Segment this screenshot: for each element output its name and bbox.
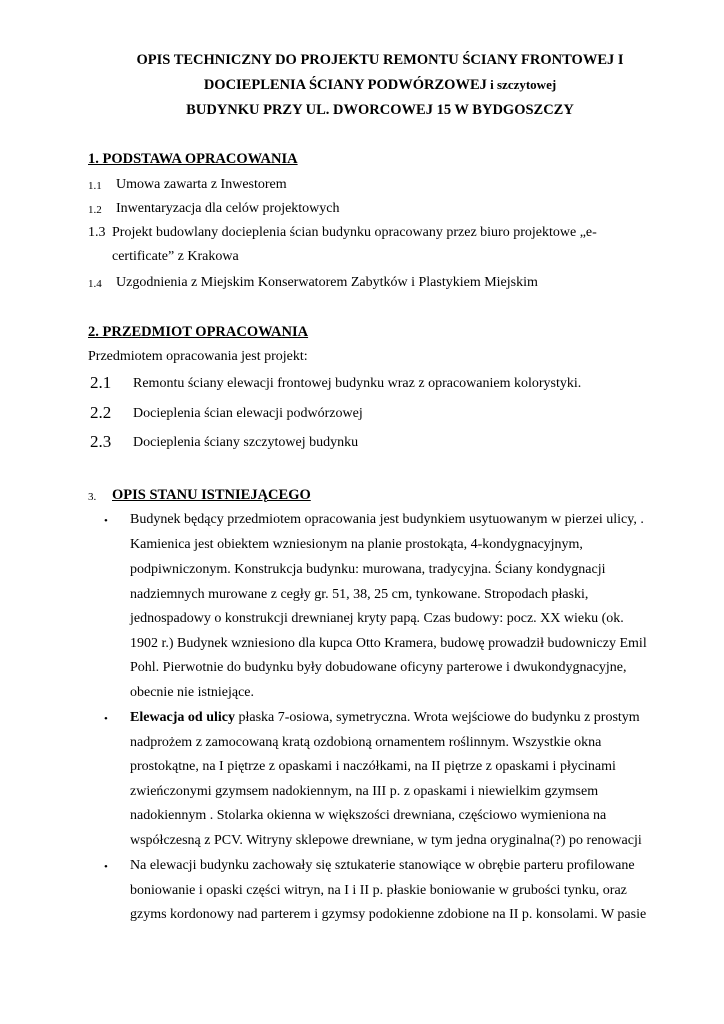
- bullet-2-line-1: [130, 710, 640, 726]
- item-1-4-text: Uzgodnienia z Miejskim Konserwatorem Zabytków i Plastykiem Miejskim: [116, 275, 538, 290]
- item-1-2-text: Inwentaryzacja dla celów projektowych: [116, 201, 340, 216]
- bullet-2-line-4: zwieńczonymi gzymsem nadokiennym, na III p. z opaskami i niewielkim gzymsem: [130, 784, 599, 799]
- bullet-1-marker: •: [104, 515, 108, 527]
- bullet-2-line-5: nadokiennym . Stolarka okienna w większości drewniana, częściowo wymieniona na: [130, 808, 607, 823]
- title-line-2: [60, 77, 700, 94]
- bullet-1-line-6: 1902 r.) Budynek wzniesiono dla kupca Otto Kramera, budowę prowadził budowniczy Emil: [130, 636, 647, 651]
- item-2-1-text: Remontu ściany elewacji frontowej budynku wraz z opracowaniem kolorystyki.: [133, 376, 582, 391]
- item-2-3-text: Docieplenia ściany szczytowej budynku: [133, 435, 359, 450]
- title-line-1: OPIS TECHNICZNY DO PROJEKTU REMONTU ŚCIANY FRONTOWEJ I: [136, 52, 624, 68]
- bullet-2-line-2: nadprożem z zamocowaną kratą ozdobioną ornamentem roślinnym. Wszystkie okna: [130, 735, 602, 750]
- title-line-3: BUDYNKU PRZY UL. DWORCOWEJ 15 W BYDGOSZCZY: [186, 102, 574, 118]
- bullet-1-line-5: jednospadowy o konstrukcji drewnianej kryty papą. Czas budowy: pocz. XX wieku (ok.: [130, 611, 624, 626]
- bullet-1-line-8: obecnie nie istniejące.: [130, 685, 254, 700]
- item-2-2-number: 2.2: [90, 403, 112, 422]
- section-2-intro: Przedmiotem opracowania jest projekt:: [88, 349, 308, 364]
- bullet-2-first-text: płaska 7-osiowa, symetryczna. Wrota wejściowe do budynku z prostym: [235, 710, 640, 725]
- item-1-4-number: 1.4: [88, 278, 102, 290]
- bullet-2-line-3: prostokątne, na I piętrze z opaskami i naczółkami, na II piętrze z opaskami i płycinami: [130, 759, 616, 774]
- item-2-3-number: 2.3: [90, 432, 112, 451]
- title-line-2-small: i szczytowej: [486, 77, 557, 92]
- item-1-3-number: 1.3: [88, 225, 106, 240]
- section-3-number: 3.: [88, 491, 97, 503]
- bullet-1-line-7: Pohl. Pierwotnie do budynku były dobudowane oficyny parterowe i dwukondygnacyjne,: [130, 660, 627, 675]
- bullet-3-line-3: gzyms kordonowy nad parterem i gzymsy podokienne zdobione na II p. konsolami. W pasie: [130, 907, 647, 922]
- bullet-1-line-3: podpiwniczonym. Konstrukcja budynku: murowana, tradycyjna. Ściany kondygnacji: [130, 562, 606, 577]
- item-1-1-number: 1.1: [88, 180, 102, 192]
- item-2-1-number: 2.1: [90, 373, 112, 392]
- bullet-2-bold-lead: Elewacja od ulicy: [130, 710, 235, 725]
- section-3-heading: OPIS STANU ISTNIEJĄCEGO: [112, 487, 311, 503]
- bullet-3-marker: •: [104, 861, 108, 873]
- section-2-heading: 2. PRZEDMIOT OPRACOWANIA: [88, 324, 309, 340]
- item-1-3-continuation: certificate” z Krakowa: [112, 249, 239, 264]
- bullet-3-line-2: boniowanie i opaski części witryn, na I i II p. płaskie boniowanie w grubości tynku, oraz: [130, 883, 627, 898]
- item-1-2-number: 1.2: [88, 204, 102, 216]
- item-2-2-text: Docieplenia ścian elewacji podwórzowej: [133, 406, 363, 421]
- bullet-2-line-6: współczesną z PCV. Witryny sklepowe drewniane, w tym jedna oryginalna(?) po renowacji: [130, 833, 642, 848]
- bullet-1-line-2: Kamienica jest obiektem wzniesionym na planie prostokąta, 4-kondygnacyjnym,: [130, 537, 583, 552]
- item-1-1-text: Umowa zawarta z Inwestorem: [116, 177, 287, 192]
- title-line-2-main: DOCIEPLENIA ŚCIANY PODWÓRZOWEJ: [203, 77, 487, 93]
- bullet-1-line-1: Budynek będący przedmiotem opracowania jest budynkiem usytuowanym w pierzei ulicy, .: [130, 512, 644, 527]
- item-1-3-text: Projekt budowlany docieplenia ścian budynku opracowany przez biuro projektowe „e-: [112, 225, 597, 240]
- section-1-heading: 1. PODSTAWA OPRACOWANIA: [88, 151, 298, 167]
- bullet-2-marker: •: [104, 713, 108, 725]
- bullet-3-line-1: Na elewacji budynku zachowały się sztukaterie stanowiące w obrębie parteru profilowane: [130, 858, 635, 873]
- bullet-1-line-4: nadziemnych murowane z cegły gr. 51, 38, 25 cm, tynkowane. Stropodach płaski,: [130, 587, 589, 602]
